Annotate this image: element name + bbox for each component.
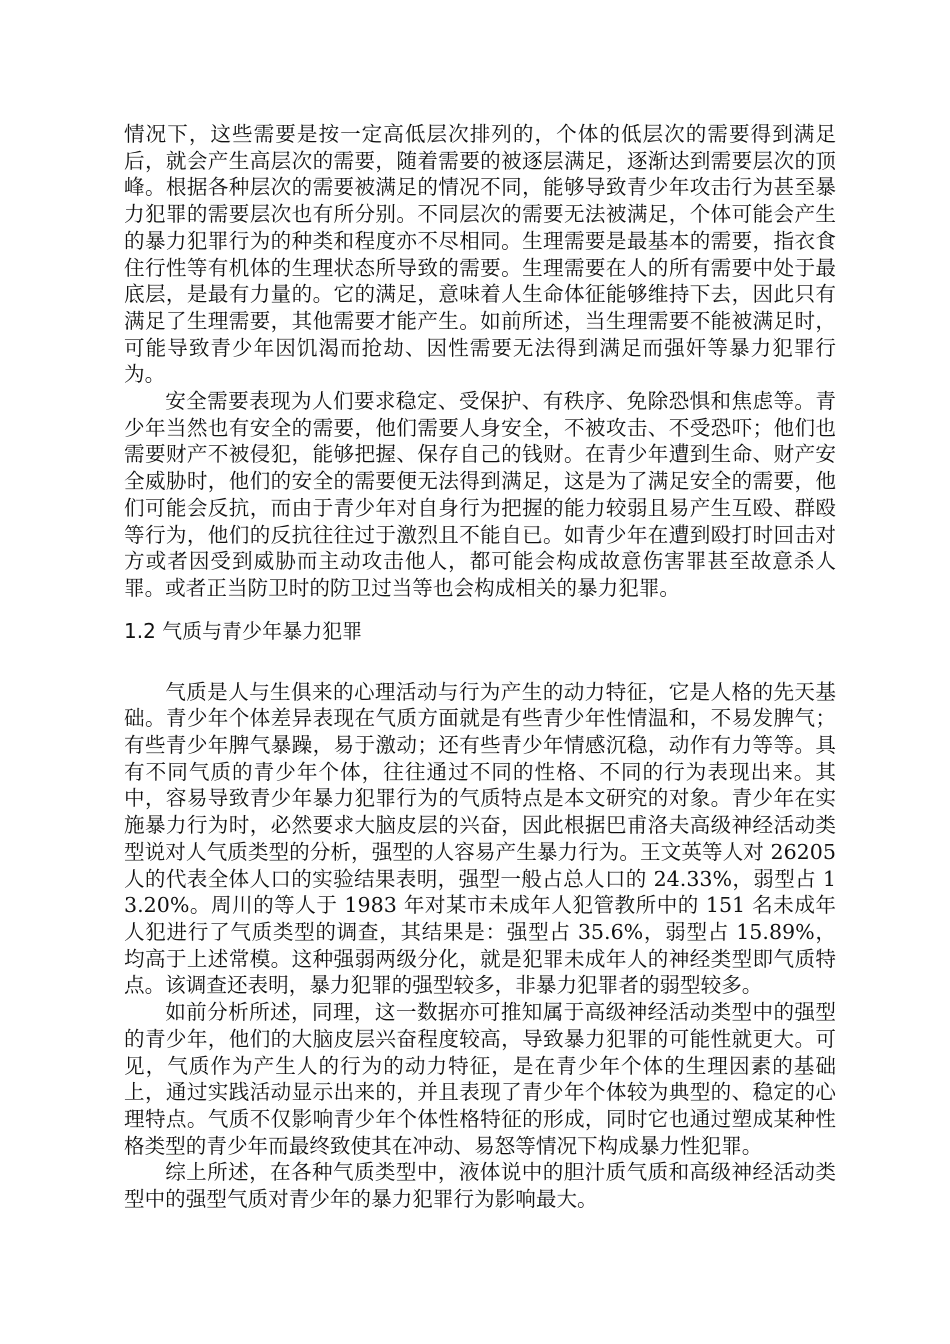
paragraph-safety-needs: 安全需要表现为人们要求稳定、受保护、有秩序、免除恐惧和焦虑等。青少年当然也有安全的需要，他们需要人身安全，不被攻击、不受恐吓；他们也需要财产不被侵犯，能够把握、保存自己的钱财。在青少年遭到生命、财产安全威胁时，他们的安全的需要便无法得到满足，这是为了满足安全的需要，他们可能会反抗，而由于青少年对自身行为把握的能力较弱且易产生互殴、群殴等行为，他们的反抗往往过于激烈且不能自已。如青少年在遭到殴打时回击对方或者因受到威胁而主动攻击他人，都可能会构成故意伤害罪甚至故意杀人罪。或者正当防卫时的防卫过当等也会构成相关的暴力犯罪。 [124,389,836,600]
paragraph-temperament: 气质是人与生俱来的心理活动与行为产生的动力特征，它是人格的先天基础。青少年个体差异表现在气质方面就是有些青少年性情温和，不易发脾气；有些青少年脾气暴躁，易于激动；还有些青少年情感沉稳，动作有力等等。具有不同气质的青少年个体，往往通过不同的性格、不同的行为表现出来。其中，容易导致青少年暴力犯罪行为的气质特点是本文研究的对象。青少年在实施暴力行为时，必然要求大脑皮层的兴奋，因此根据巴甫洛夫高级神经活动类型说对人气质类型的分析，强型的人容易产生暴力行为。王文英等人对 26205 人的代表全体人口的实验结果表明，强型一般占总人口的 24.33%，弱型占 13.20%。周川的等人于 1983 年对某市未成年人犯管教所中的 151 名未成年人犯进行了气质类型的调查，其结果是：强型占 35.6%，弱型占 15.89%，均高于上述常模。这种强弱两级分化，就是犯罪未成年人的神经类型即气质特点。该调查还表明，暴力犯罪的强型较多，非暴力犯罪者的弱型较多。 [124,679,836,998]
document-page [124,121,836,1213]
paragraph-continued-needs-hierarchy: 情况下，这些需要是按一定高低层次排列的，个体的低层次的需要得到满足后，就会产生高层次的需要，随着需要的被逐层满足，逐渐达到需要层次的顶峰。根据各种层次的需要被满足的情况不同，能够导致青少年攻击行为甚至暴力犯罪的需要层次也有所分别。不同层次的需要无法被满足，个体可能会产生的暴力犯罪行为的种类和程度亦不尽相同。生理需要是最基本的需要，指衣食住行性等有机体的生理状态所导致的需要。生理需要在人的所有需要中处于最底层，是最有力量的。它的满足，意味着人生命体征能够维持下去，因此只有满足了生理需要，其他需要才能产生。如前所述，当生理需要不能被满足时，可能导致青少年因饥渴而抢劫、因性需要无法得到满足而强奸等暴力犯罪行为。 [124,122,836,387]
section-heading: 1.2 气质与青少年暴力犯罪 [124,618,363,643]
paragraph-conclusion: 综上所述，在各种气质类型中，液体说中的胆汁质气质和高级神经活动类型中的强型气质对青少年的暴力犯罪行为影响最大。 [124,1160,836,1212]
paragraph-analysis: 如前分析所述，同理，这一数据亦可推知属于高级神经活动类型中的强型的青少年，他们的大脑皮层兴奋程度较高，导致暴力犯罪的可能性就更大。可见，气质作为产生人的行为的动力特征，是在青少年个体的生理因素的基础上，通过实践活动显示出来的，并且表现了青少年个体较为典型的、稳定的心理特点。气质不仅影响青少年个体性格特征的形成，同时它也通过塑成某种性格类型的青少年而最终致使其在冲动、易怒等情况下构成暴力性犯罪。 [124,1000,836,1158]
